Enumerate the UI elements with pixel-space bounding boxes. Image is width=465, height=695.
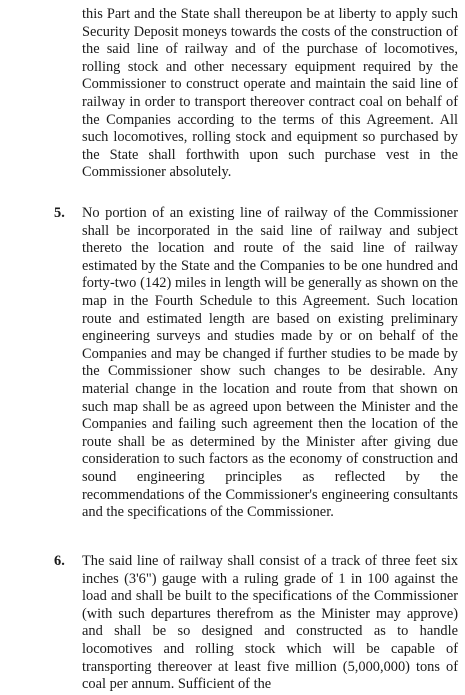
clause-5-paragraph: No portion of an existing line of railway of the Commissioner shall be incorporated in the said line of railway and subject thereto the location and route of the said line of railway estimated by the State and the Companies to be one hundred and forty-two (142) miles in length will be generally as shown on the map in the Fourth Schedule to this Agreement. Such location route and estimated length are based on existing preliminary engineering surveys and studies made by or on behalf of the Companies and may be changed if further studies to be made by the Commissioner show such changes to be desirable. Any material change in the location and route from that shown on such map shall be as agreed upon between the Minister and the Companies and failing such agreement then the location of the route shall be as determined by the Minister after giving due consideration to such factors as the economy of construction and sound engineering principles as reflected by the recommendations of the Commissioner's engineering consultants and the specifications of the Commissioner. <box>82 205 458 521</box>
clause-6-paragraph: The said line of railway shall consist of a track of three feet six inches (3'6") gauge with a ruling grade of 1 in 100 against the load and shall be built to the specifications of the Commissioner (with such departures therefrom as the Minister may approve) and shall be so designed and constructed as to handle locomotives and rolling stock which will be capable of transporting thereover at least five million (5,000,000) tons of coal per annum. Sufficient of the <box>82 553 458 693</box>
clause-number-5: 5. <box>54 205 65 221</box>
continuation-paragraph: this Part and the State shall thereupon be at liberty to apply such Security Deposit moneys towards the costs of the construction of the said line of railway and of the purchase of locomotives, rolling stock and other necessary equipment required by the Commissioner to construct operate and maintain the said line of railway in order to transport thereover contract coal on behalf of the Companies according to the terms of this Agreement. All such locomotives, rolling stock and equipment so purchased by the State shall forthwith upon such purchase vest in the Commissioner absolutely. <box>82 6 458 181</box>
clause-number-6: 6. <box>54 553 65 569</box>
